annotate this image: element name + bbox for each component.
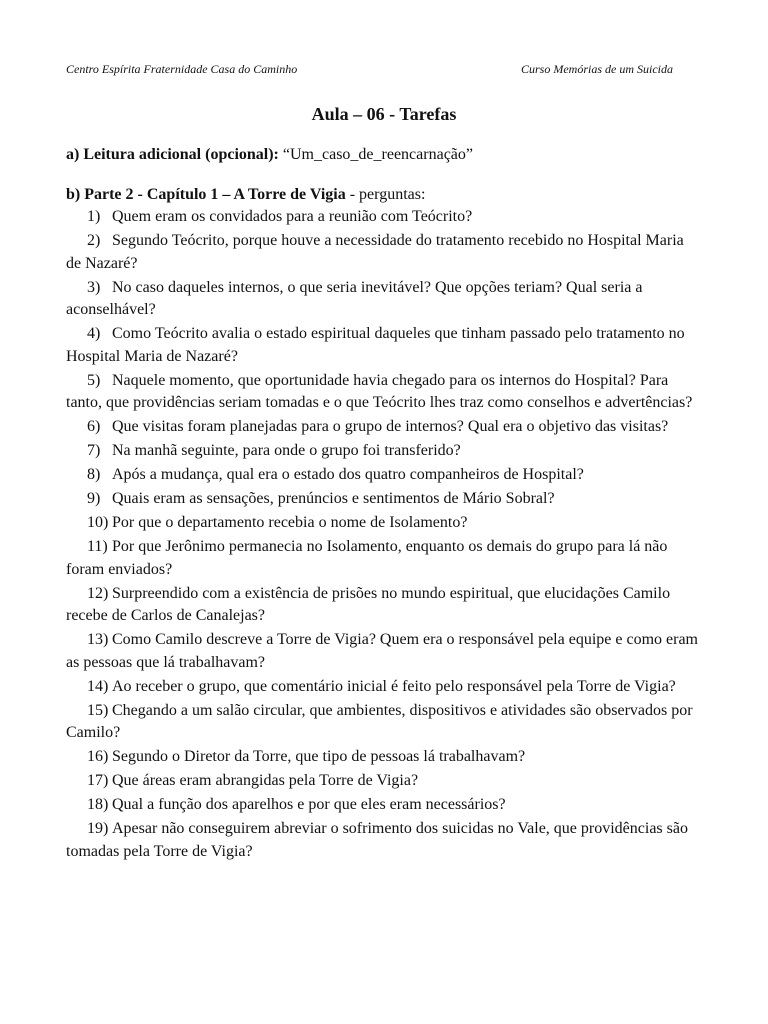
question-text: Que visitas foram planejadas para o grupo de internos? Qual era o objetivo das visitas? — [112, 418, 669, 435]
list-item — [66, 323, 702, 368]
question-text: Segundo Teócrito, porque houve a necessidade do tratamento recebido no Hospital Maria de Nazaré? — [66, 232, 684, 272]
list-item — [66, 536, 702, 581]
question-text: Surpreendido com a existência de prisões no mundo espiritual, que elucidações Camilo recebe de Carlos de Canalejas? — [66, 584, 671, 624]
question-text: Como Teócrito avalia o estado espiritual daqueles que tinham passado pelo tratamento no Hospital Maria de Nazaré? — [66, 325, 685, 365]
question-text: Como Camilo descreve a Torre de Vigia? Quem era o responsável pela equipe e como eram as pessoas que lá trabalhavam? — [66, 631, 698, 671]
list-item — [66, 230, 702, 275]
list-item — [66, 370, 702, 415]
question-number: 15) — [87, 701, 109, 719]
list-item — [66, 464, 702, 487]
question-number: 12) — [87, 584, 109, 602]
list-item — [66, 818, 702, 863]
question-number: 8) — [87, 466, 101, 483]
question-number: 19) — [87, 820, 109, 837]
question-text: Quais eram as sensações, prenúncios e sentimentos de Mário Sobral? — [112, 490, 555, 507]
question-number: 18) — [87, 796, 109, 813]
page-title: Aula – 06 - Tarefas — [311, 104, 457, 124]
question-number: 10) — [87, 514, 109, 531]
list-item — [66, 488, 702, 511]
question-number: 7) — [87, 442, 101, 459]
list-item — [66, 583, 702, 628]
question-text: Após a mudança, qual era o estado dos quatro companheiros de Hospital? — [112, 466, 584, 483]
list-item — [66, 512, 702, 535]
section-a-text: “Um_caso_de_reencarnação” — [278, 146, 473, 163]
list-item — [66, 629, 702, 674]
question-number: 5) — [87, 371, 101, 389]
question-text: Que áreas eram abrangidas pela Torre de Vigia? — [112, 772, 419, 789]
question-number: 9) — [87, 490, 101, 507]
question-text: Segundo o Diretor da Torre, que tipo de pessoas lá trabalhavam? — [112, 748, 526, 765]
question-text: Por que Jerônimo permanecia no Isolamento, enquanto os demais do grupo para lá não foram enviados? — [66, 538, 668, 578]
question-text: Qual a função dos aparelhos e por que eles eram necessários? — [112, 796, 506, 813]
question-text: Ao receber o grupo, que comentário inicial é feito pelo responsável pela Torre de Vigia? — [112, 677, 676, 695]
list-item — [66, 794, 702, 817]
question-number: 16) — [87, 748, 109, 765]
question-text: No caso daqueles internos, o que seria inevitável? Que opções teriam? Qual seria a aconselhável? — [66, 278, 643, 318]
list-item — [66, 700, 702, 745]
list-item — [66, 277, 702, 322]
question-number: 2) — [87, 232, 101, 249]
header-organization: Centro Espírita Fraternidade Casa do Caminho — [66, 62, 298, 76]
section-a-label: a) Leitura adicional (opcional): — [66, 146, 279, 163]
question-number: 3) — [87, 278, 101, 296]
list-item — [66, 746, 702, 769]
question-number: 6) — [87, 418, 101, 435]
question-text: Chegando a um salão circular, que ambientes, dispositivos e atividades são observados por Camilo? — [66, 701, 693, 741]
question-text: Naquele momento, que oportunidade havia chegado para os internos do Hospital? Para tanto, que providências seriam tomadas e o que Teócrito lhes traz como conselhos e advertências? — [66, 371, 693, 411]
section-b-heading — [66, 184, 702, 207]
question-text: Apesar não conseguirem abreviar o sofrimento dos suicidas no Vale, que providências são tomadas pela Torre de Vigia? — [66, 820, 688, 860]
section-b-label: b) Parte 2 - Capítulo 1 – A Torre de Vigia — [66, 185, 346, 203]
list-item — [66, 770, 702, 793]
question-number: 14) — [87, 677, 109, 695]
question-text: Por que o departamento recebia o nome de Isolamento? — [112, 514, 468, 531]
question-number: 17) — [87, 772, 109, 789]
list-item — [66, 206, 702, 229]
section-b-suffix: - perguntas: — [345, 185, 426, 203]
list-item — [66, 440, 702, 463]
question-text: Quem eram os convidados para a reunião com Teócrito? — [112, 208, 473, 225]
list-item — [66, 416, 702, 439]
question-text: Na manhã seguinte, para onde o grupo foi transferido? — [112, 442, 461, 459]
question-number: 13) — [87, 631, 109, 648]
question-number: 11) — [87, 538, 108, 555]
header-course: Curso Memórias de um Suicida — [521, 62, 673, 76]
question-number: 4) — [87, 325, 101, 342]
question-number: 1) — [87, 208, 101, 225]
document-body — [66, 144, 702, 865]
list-item — [66, 676, 702, 699]
section-a — [66, 144, 702, 167]
question-list — [66, 206, 702, 863]
